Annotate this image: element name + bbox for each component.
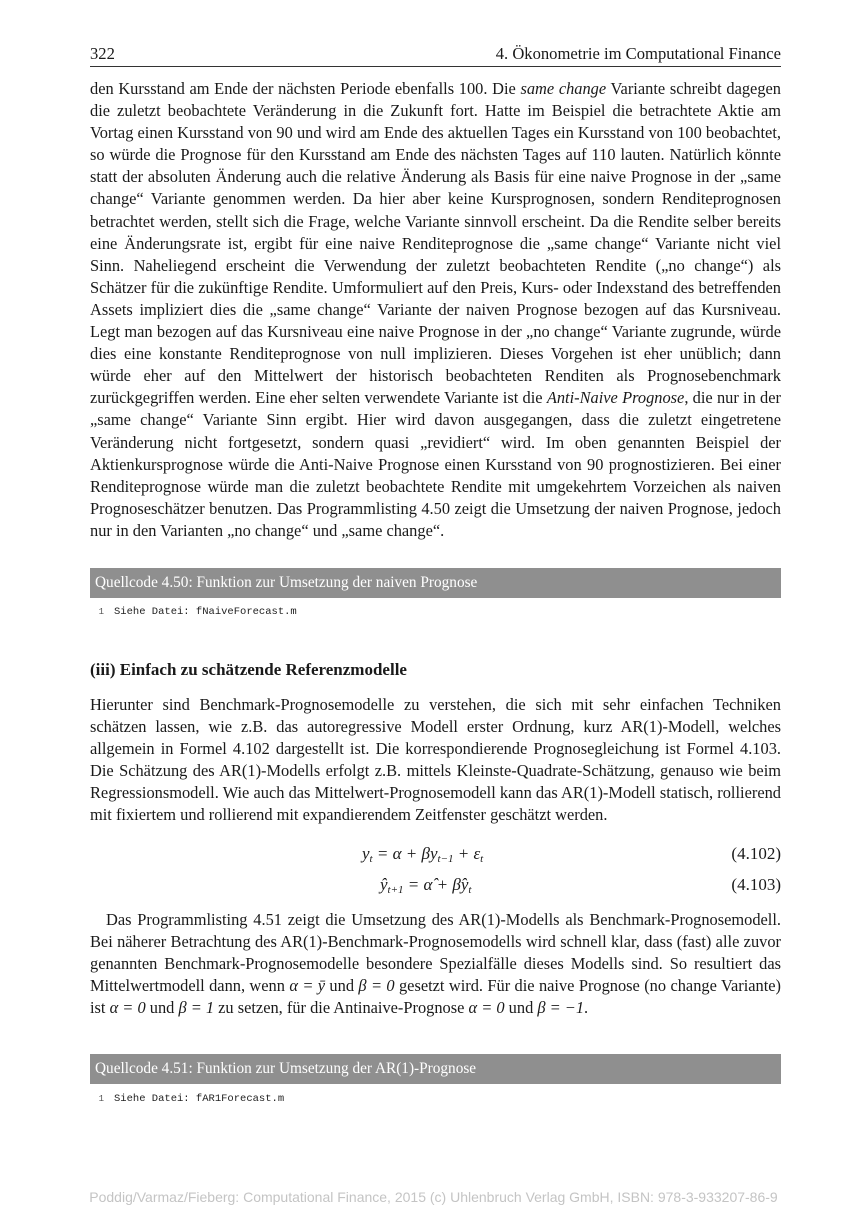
- equation-4-103: [90, 875, 781, 899]
- text-run: Das Programmlisting 4.51 zeigt die Umsetzung des AR(1)-Modells als Benchmark-Prognosemodell. Bei näherer Betrachtung des AR(1)-Benchmark-Prognosemodells wird schnell klar, dass (fast) alle zuvor genannten Benchmark-Prognosemodelle besondere Spezialfälle dieses Modells sind. So resultiert das Mittelwertmodell dann, wenn: [90, 910, 781, 996]
- text-run: den Kursstand am Ende der nächsten Periode ebenfalls 100. Die: [90, 79, 521, 98]
- text-run: und: [145, 998, 179, 1018]
- listing-caption-4-50: Quellcode 4.50: Funktion zur Umsetzung der naiven Prognose: [90, 568, 781, 598]
- copyright-footer: Poddig/Varmaz/Fieberg: Computational Finance, 2015 (c) Uhlenbruch Verlag GmbH, ISBN: 978-3-933207-86-9: [89, 1189, 778, 1205]
- running-header: [90, 44, 781, 67]
- chapter-title: 4. Ökonometrie im Computational Finance: [495, 44, 781, 63]
- code-listing-4-51: [90, 1093, 284, 1105]
- math-inline: β = 0: [358, 976, 395, 996]
- text-run: .: [584, 998, 589, 1018]
- code-line: Siehe Datei: fNaiveForecast.m: [114, 606, 297, 618]
- line-number: 1: [98, 607, 104, 617]
- math-inline: α = 0: [109, 998, 146, 1018]
- page-number: 322: [90, 44, 115, 63]
- text-run: und: [504, 998, 538, 1018]
- math-inline: α = 0: [468, 998, 505, 1018]
- emphasis-anti-naive: Anti-Naive Prognose: [546, 388, 685, 408]
- text-run: Variante schreibt dagegen die zuletzt beobachtete Veränderung in die Zukunft fort. Hatte im Beispiel die betrachtete Aktie am Vortag einen Kursstand von 90 und wird am Ende des aktuellen Tages ein Kursstand von 100 beobachtet, so würde die Prognose für den Kursstand am Ende des nächsten Tages auf 110 lauten. Natürlich könnte statt der absoluten Änderung auch die relative Änderung als Basis für eine naive Prognose in der „same change“ Variante genommen werden. Da hier aber keine Kursprognosen, sondern Renditeprognosen betrachtet werden, stellt sich die Frage, welche Variante sinnvoll erscheint. Da die Rendite selber bereits eine Änderungsrate ist, ergibt für eine naive Renditeprognose die „same change“ Variante nicht viel Sinn. Naheliegend erscheint die Verwendung der zuletzt beobachteten Rendite („no change“) als Schätzer für die zukünftige Rendite. Umformuliert auf den Preis, Kurs- oder Indexstand des betreffenden Assets impliziert dies die „same change“ Variante der naiven Prognose bezogen auf das Kursniveau. Legt man bezogen auf das Kursniveau eine naive Prognose in der „no change“ Variante zugrunde, würde dies eine konstante Renditeprognose von null implizieren. Dieses Vorgehen ist eher unüblich; dann würde eher auf den Mittelwert der historisch beobachteten Renditen als Prognosebenchmark zurückgegriffen werden. Eine eher selten verwendete Variante ist die: [90, 79, 781, 408]
- text-run: und: [325, 976, 359, 996]
- text-run: gesetzt wird. Für die naive Prognose (no change Variante) ist: [90, 976, 782, 1018]
- paragraph-ar1-discussion: [90, 909, 781, 1019]
- code-line: Siehe Datei: fAR1Forecast.m: [114, 1093, 285, 1105]
- equation-formula: $y_t = \alpha + \beta y_{t-1} + \varepsilon_t$: [362, 844, 484, 865]
- section-heading: (iii) Einfach zu schätzende Referenzmodelle: [90, 660, 407, 679]
- math-inline: α = ȳ: [289, 976, 326, 996]
- listing-caption-4-51: Quellcode 4.51: Funktion zur Umsetzung der AR(1)-Prognose: [90, 1054, 781, 1084]
- line-number: 1: [98, 1094, 104, 1104]
- paragraph-naive-forecast: [90, 78, 781, 542]
- emphasis-same-change: same change: [520, 79, 607, 98]
- math-inline: β = 1: [178, 998, 215, 1018]
- equation-4-102: [90, 844, 781, 868]
- equation-number: (4.102): [731, 844, 781, 863]
- text-run: zu setzen, für die Antinaive-Prognose: [214, 998, 469, 1018]
- paragraph-reference-models: Hierunter sind Benchmark-Prognosemodelle zu verstehen, die sich mit sehr einfachen Techniken schätzen lassen, wie z.B. das autoregressive Modell erster Ordnung, kurz AR(1)-Modell, welches allgemein in Formel 4.102 dargestellt ist. Die korrespondierende Prognosegleichung ist Formel 4.103. Die Schätzung des AR(1)-Modells erfolgt z.B. mittels Kleinste-Quadrate-Schätzung, genauso wie beim Regressionsmodell. Wie auch das Mittelwert-Prognosemodell kann das AR(1)-Modell statisch, rollierend mit fixiertem und rollierend mit expandierendem Zeitfenster geschätzt werden.: [90, 695, 781, 825]
- equation-formula: $ŷ_{t+1}$ = α̂ + $\betây_t$: [380, 875, 472, 896]
- equation-number: (4.103): [731, 875, 781, 894]
- text-run: , die nur in der „same change“ Variante Sinn ergibt. Hier wird davon ausgegangen, dass die zuletzt eingetretene Veränderung nicht fortgesetzt, sondern quasi „revidiert“ wird. Im oben genannten Beispiel der Aktienkursprognose würde die Anti-Naive Prognose einen Kursstand von 90 prognostizieren. Bei einer Renditeprognose würde man die zuletzt beobachtete Rendite mit umgekehrtem Vorzeichen als naiven Prognoseschätzer benutzen. Das Programmlisting 4.50 zeigt die Umsetzung der naiven Prognose, jedoch nur in den Varianten „no change“ und „same change“.: [90, 388, 781, 540]
- math-inline: β = −1: [537, 998, 585, 1018]
- code-listing-4-50: [90, 606, 297, 618]
